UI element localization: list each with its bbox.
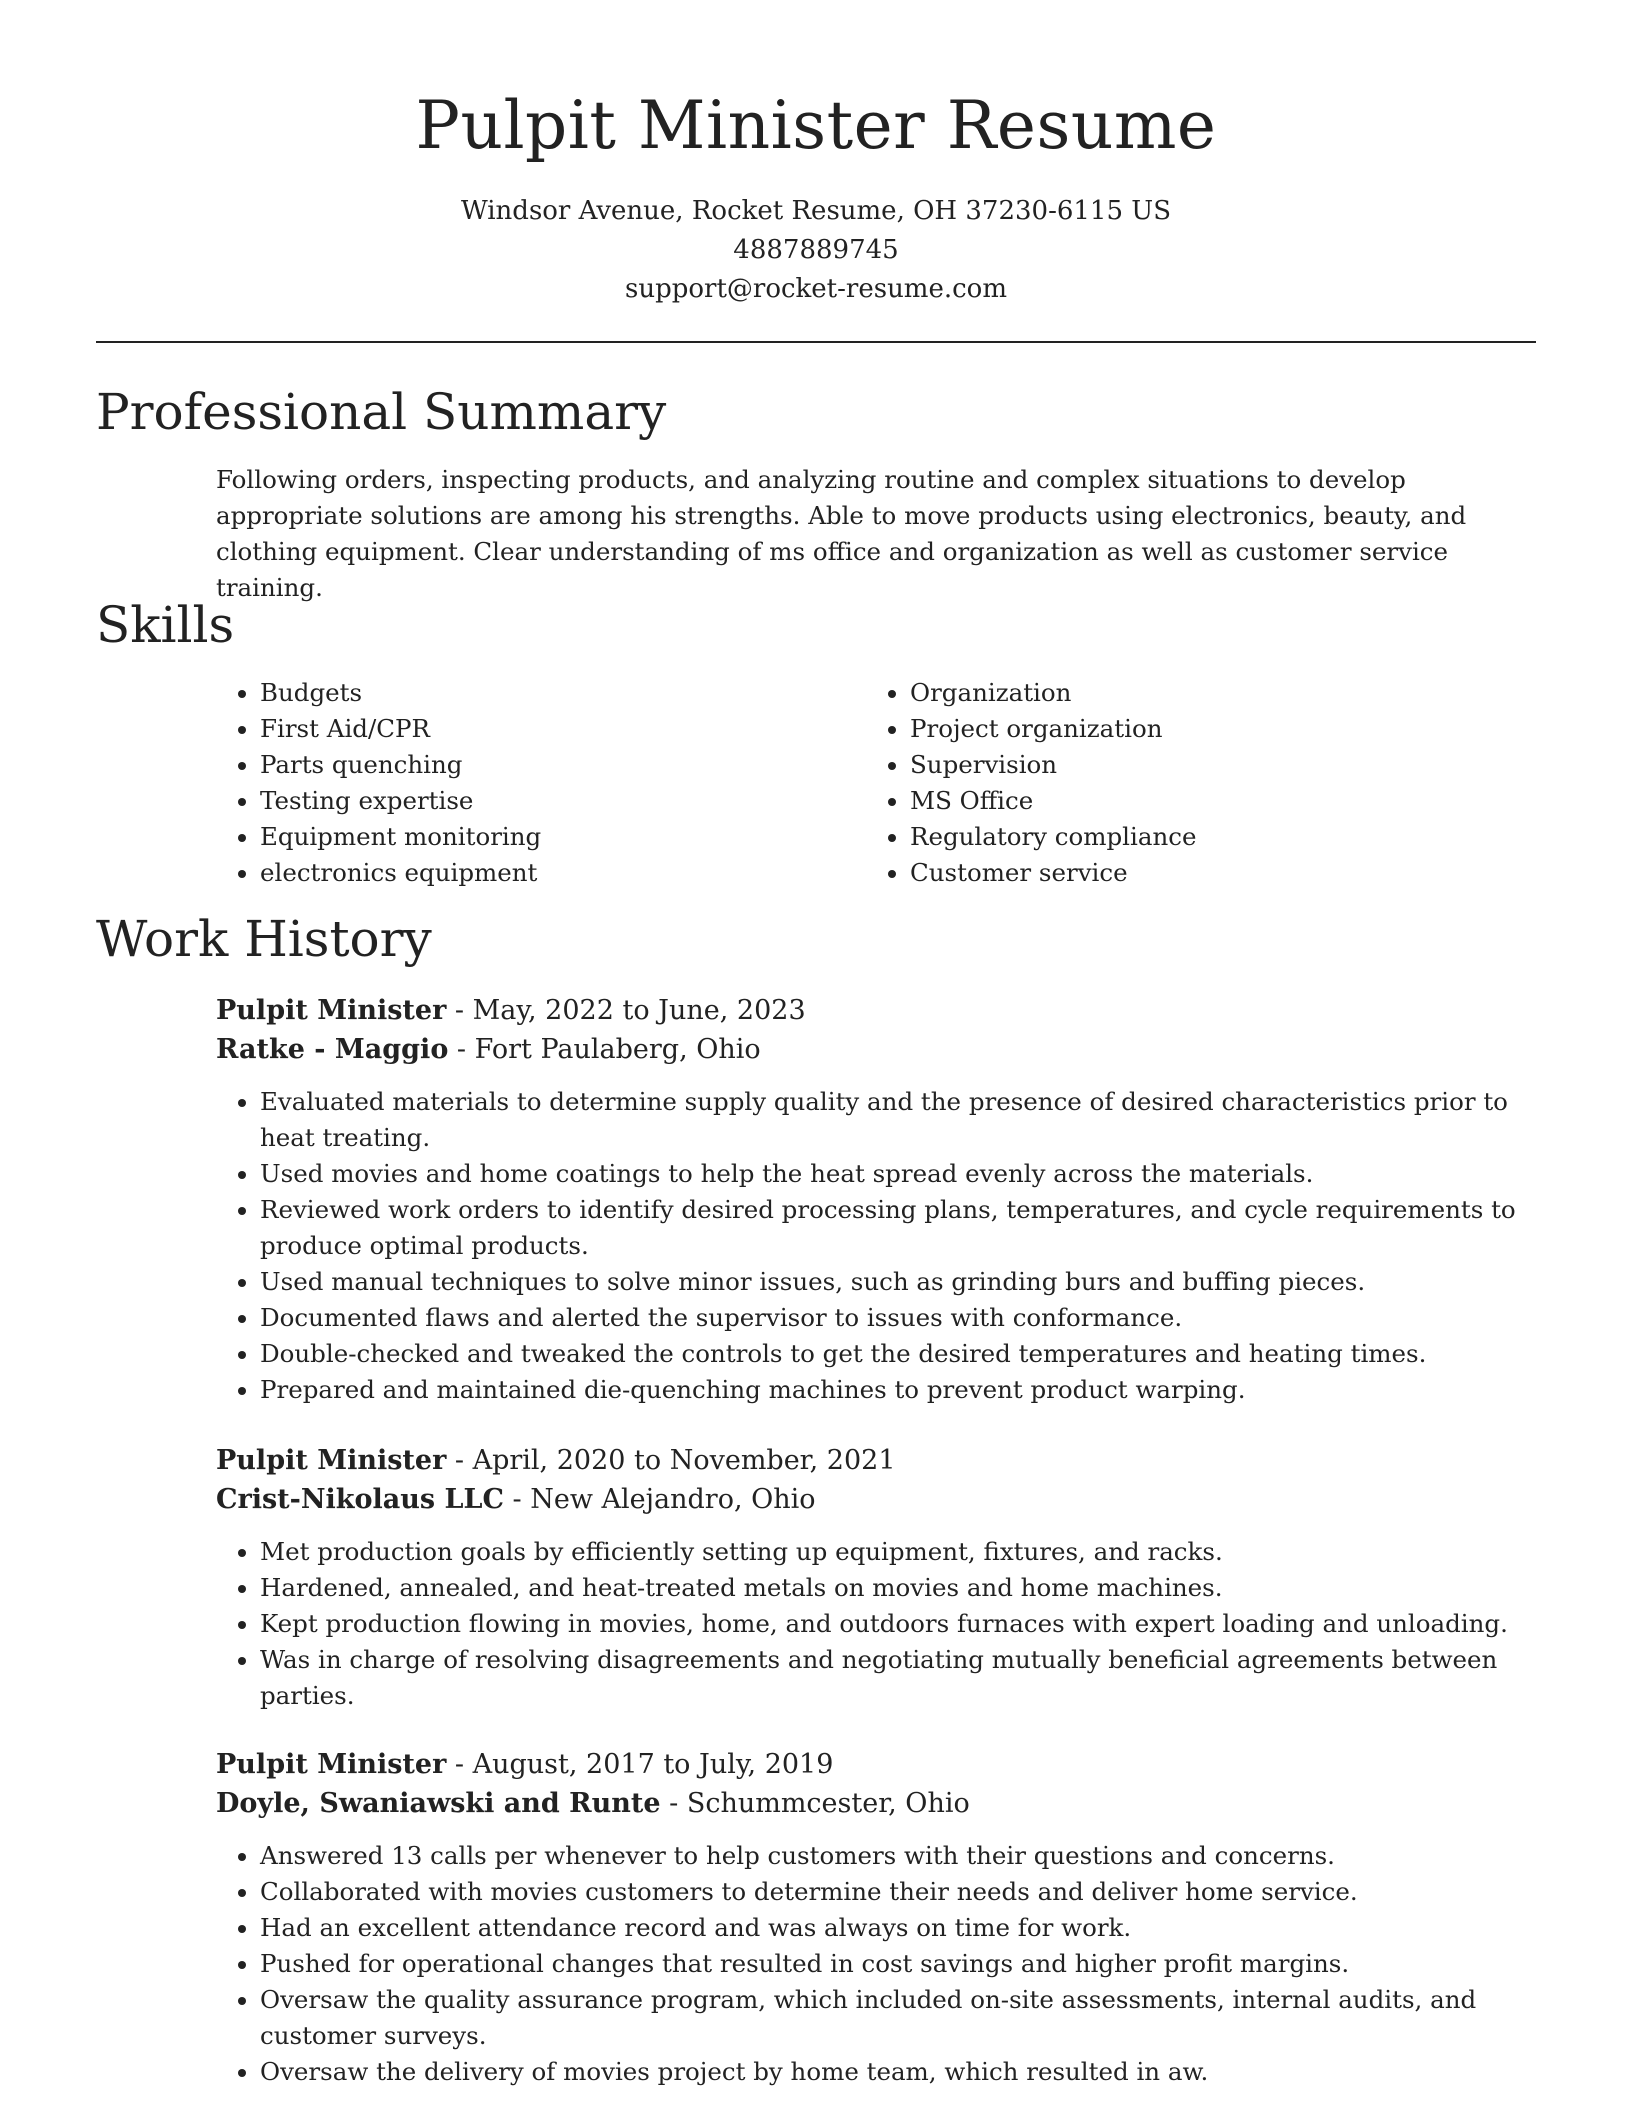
job-bullet: • Used manual techniques to solve minor issues, such as grinding burs and buffing pieces. <box>260 1264 1536 1300</box>
contact-address: Windsor Avenue, Rocket Resume, OH 37230-6115 US <box>460 196 1172 226</box>
job-bullet: • Answered 13 calls per whenever to help customers with their questions and concerns. <box>260 1838 1536 1874</box>
job-bullet: • Was in charge of resolving disagreements and negotiating mutually beneficial agreements between parties. <box>260 1642 1536 1714</box>
skill-item: • MS Office <box>910 783 1516 819</box>
job-entry <box>216 991 1536 1408</box>
skill-item: • First Aid/CPR <box>260 711 866 747</box>
job-title-line <box>216 1441 1536 1480</box>
job-location: - Fort Paulaberg, Ohio <box>448 1034 761 1065</box>
job-bullet: • Pushed for operational changes that resulted in cost savings and higher profit margins. <box>260 1946 1536 1982</box>
skill-item: • Testing expertise <box>260 783 866 819</box>
job-company-line <box>216 1030 1536 1069</box>
job-company: Ratke - Maggio <box>216 1034 449 1065</box>
skill-item: • Equipment monitoring <box>260 819 866 855</box>
skill-item: • Budgets <box>260 675 866 711</box>
job-entry <box>216 1745 1536 2090</box>
job-company-line <box>216 1784 1536 1823</box>
job-dates: - April, 2020 to November, 2021 <box>446 1445 896 1476</box>
skill-item: • Organization <box>910 675 1516 711</box>
skills-column-right <box>866 675 1516 891</box>
job-bullet: • Evaluated materials to determine supply quality and the presence of desired characteristics prior to heat treating. <box>260 1084 1536 1156</box>
job-bullet: • Used movies and home coatings to help the heat spread evenly across the materials. <box>260 1156 1536 1192</box>
job-bullet: • Double-checked and tweaked the controls to get the desired temperatures and heating times. <box>260 1336 1536 1372</box>
contact-phone: 4887889745 <box>733 235 899 265</box>
job-location: - Schummcester, Ohio <box>660 1788 970 1819</box>
header-divider <box>96 341 1536 343</box>
page-title: Pulpit Minister Resume <box>415 87 1217 164</box>
skill-item: • Parts quenching <box>260 747 866 783</box>
job-bullet: • Had an excellent attendance record and was always on time for work. <box>260 1910 1536 1946</box>
job-bullet: • Reviewed work orders to identify desired processing plans, temperatures, and cycle requirements to produce optimal products. <box>260 1192 1536 1264</box>
job-location: - New Alejandro, Ohio <box>503 1484 816 1515</box>
job-bullet: • Hardened, annealed, and heat-treated metals on movies and home machines. <box>260 1570 1536 1606</box>
summary-heading: Professional Summary <box>96 383 667 441</box>
job-dates: - May, 2022 to June, 2023 <box>446 995 806 1026</box>
job-bullet: • Documented flaws and alerted the supervisor to issues with conformance. <box>260 1300 1536 1336</box>
job-company: Doyle, Swaniawski and Runte <box>216 1788 661 1819</box>
skills-list <box>216 675 1516 891</box>
skill-item: • electronics equipment <box>260 855 866 891</box>
skills-heading: Skills <box>96 596 235 654</box>
job-title: Pulpit Minister <box>216 1749 447 1780</box>
skill-item: • Project organization <box>910 711 1516 747</box>
job-company-line <box>216 1480 1536 1519</box>
skill-item: • Regulatory compliance <box>910 819 1516 855</box>
contact-email: support@rocket-resume.com <box>624 274 1007 304</box>
job-bullet: • Kept production flowing in movies, home, and outdoors furnaces with expert loading and unloading. <box>260 1606 1536 1642</box>
job-bullet: • Oversaw the delivery of movies project by home team, which resulted in aw. <box>260 2054 1536 2090</box>
job-bullet: • Prepared and maintained die-quenching machines to prevent product warping. <box>260 1372 1536 1408</box>
work-history-heading: Work History <box>96 910 432 968</box>
job-bullet: • Met production goals by efficiently setting up equipment, fixtures, and racks. <box>260 1534 1536 1570</box>
job-company: Crist-Nikolaus LLC <box>216 1484 504 1515</box>
job-title-line <box>216 991 1536 1030</box>
job-title-line <box>216 1745 1536 1784</box>
job-bullets <box>216 1534 1536 1714</box>
job-bullet: • Collaborated with movies customers to determine their needs and deliver home service. <box>260 1874 1536 1910</box>
job-bullets <box>216 1838 1536 2090</box>
job-dates: - August, 2017 to July, 2019 <box>446 1749 834 1780</box>
job-bullets <box>216 1084 1536 1408</box>
skill-item: • Customer service <box>910 855 1516 891</box>
job-title: Pulpit Minister <box>216 1445 447 1476</box>
job-bullet: • Oversaw the quality assurance program, which included on-site assessments, internal audits, and customer surveys. <box>260 1982 1536 2054</box>
summary-text: Following orders, inspecting products, and analyzing routine and complex situations to develop appropriate solutions are among his strengths. Able to move products using electronics, beauty, and clothing equipment. Clear understanding of ms office and organization as well as customer service training. <box>216 465 1467 602</box>
skills-column-left <box>216 675 866 891</box>
skill-item: • Supervision <box>910 747 1516 783</box>
contact-block <box>0 192 1632 309</box>
job-entry <box>216 1441 1536 1714</box>
job-title: Pulpit Minister <box>216 995 447 1026</box>
